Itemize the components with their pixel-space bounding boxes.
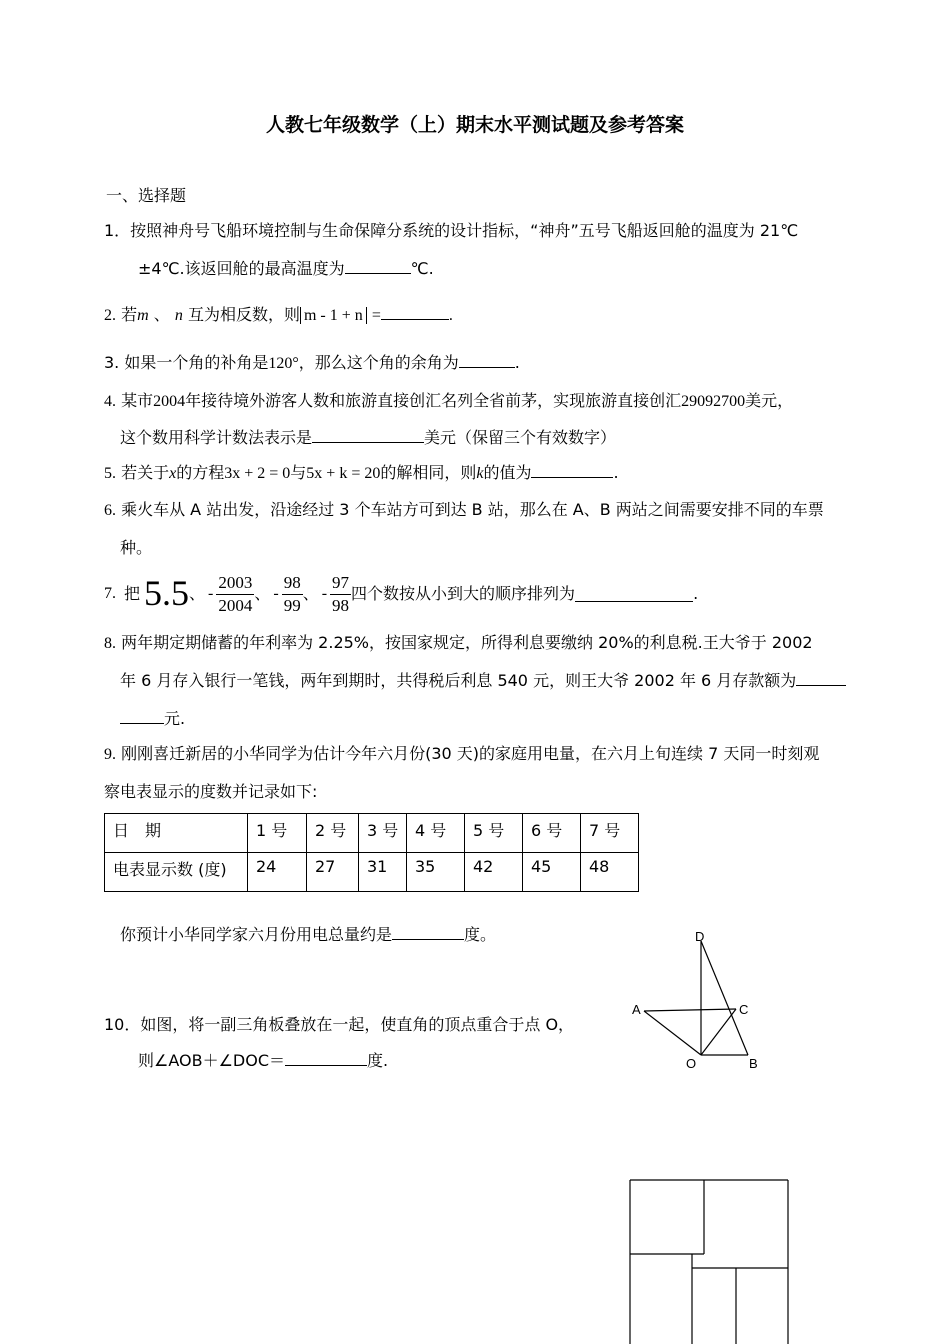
table-cell: 42 — [465, 853, 523, 892]
table-cell: 24 — [248, 853, 307, 892]
table-header-date: 日 期 — [105, 814, 248, 853]
triangle-figure — [620, 925, 770, 1075]
table-cell: 48 — [581, 853, 639, 892]
answer-blank[interactable] — [345, 259, 411, 274]
table-cell: 35 — [407, 853, 465, 892]
line-co — [701, 1009, 736, 1055]
table-cell: 4 号 — [407, 814, 465, 853]
question-8-line-1: 8. 两年期定期储蓄的年利率为 2.25%，按国家规定，所得利息要缴纳 20%的利息税.王大爷于 2002 — [104, 633, 813, 652]
fraction-2003-2004: $\frac{2003}{2004}$ — [218, 573, 253, 615]
question-9-line-2: 察电表显示的度数并记录如下: — [104, 782, 318, 801]
question-7: 7. 把 5.5 、 - $\frac{2003}{2004}$ 、 - $\frac{98}{99}$ 、 - $\frac{97}{98}$ 四个数按从小到大的顺序排列为 . — [104, 573, 699, 615]
question-5: 5. 若关于x的方程3x + 2 = 0与5x + k = 20的解相同，则k的值为 . — [104, 463, 619, 482]
rectangle-figure — [620, 1170, 800, 1344]
question-9-line-1: 9. 刚刚喜迁新居的小华同学为估计今年六月份(30 天)的家庭用电量，在六月上旬连续 7 天同一时刻观 — [104, 744, 820, 763]
label-b: B — [749, 1056, 758, 1071]
page-title: 人教七年级数学（上）期末水平测试题及参考答案 — [265, 114, 684, 136]
table-cell: 27 — [307, 853, 359, 892]
label-d: D — [695, 929, 705, 944]
answer-blank[interactable] — [392, 925, 464, 940]
table-cell: 6 号 — [523, 814, 581, 853]
question-4-line-1: 4. 某市2004年接待境外游客人数和旅游直接创汇名列全省前茅，实现旅游直接创汇29092700美元， — [104, 391, 794, 410]
question-6-line-1: 6. 乘火车从 A 站出发，沿途经过 3 个车站方可到达 B 站，那么在 A、B 两站之间需要安排不同的车票 — [104, 500, 824, 519]
line-ao — [644, 1011, 701, 1055]
question-6-line-2: 种。 — [120, 538, 153, 557]
answer-blank-continued[interactable] — [120, 709, 164, 724]
table-cell: 5 号 — [465, 814, 523, 853]
question-4-line-2: 这个数用科学计数法表示是 美元（保留三个有效数字） — [120, 428, 617, 447]
answer-blank[interactable] — [796, 671, 846, 686]
fraction-98-99: $\frac{98}{99}$ — [283, 573, 301, 615]
fraction-97-98: $\frac{97}{98}$ — [332, 573, 350, 615]
question-9-ask: 你预计小华同学家六月份用电总量约是 度。 — [120, 925, 497, 944]
table-cell: 2 号 — [307, 814, 359, 853]
question-10-line-1: 10．如图，将一副三角板叠放在一起，使直角的顶点重合于点 O， — [104, 1015, 575, 1034]
table-cell: 45 — [523, 853, 581, 892]
question-1-line-2: ±4℃.该返回舱的最高温度为 ℃. — [138, 259, 434, 278]
table-header-reading: 电表显示数 (度) — [105, 853, 248, 892]
electricity-table — [104, 813, 639, 892]
question-8-line-3: 元. — [120, 709, 185, 728]
section-heading: 一、选择题 — [106, 186, 187, 205]
answer-blank[interactable] — [531, 463, 613, 478]
label-a: A — [632, 1002, 641, 1017]
answer-blank[interactable] — [575, 587, 693, 602]
label-o: O — [686, 1056, 697, 1071]
answer-blank[interactable] — [285, 1051, 367, 1066]
question-8-line-2: 年 6 月存入银行一笔钱，两年到期时，共得税后利息 540 元，则王大爷 2002 年 6 月存款额为 — [120, 671, 846, 690]
question-2: 2. 若m 、 n 互为相反数，则 m - 1 + n = . — [104, 305, 453, 324]
answer-blank[interactable] — [459, 353, 515, 368]
number-5-5: 5.5 — [144, 573, 190, 614]
table-cell: 1 号 — [248, 814, 307, 853]
question-10-line-2: 则∠AOB＋∠DOC＝ 度. — [138, 1051, 389, 1070]
question-3: 3. 如果一个角的补角是120°，那么这个角的余角为 . — [104, 353, 520, 372]
answer-blank[interactable] — [381, 305, 449, 320]
table-cell: 7 号 — [581, 814, 639, 853]
line-ac — [644, 1009, 736, 1011]
label-c: C — [739, 1002, 749, 1017]
question-1-line-1: 1．按照神舟号飞船环境控制与生命保障分系统的设计指标，“神舟”五号飞船返回舱的温度为 21℃ — [104, 221, 799, 240]
answer-blank[interactable] — [312, 428, 424, 443]
table-row — [105, 814, 639, 853]
table-row — [105, 853, 639, 892]
line-db — [701, 941, 748, 1055]
table-cell: 31 — [359, 853, 407, 892]
table-cell: 3 号 — [359, 814, 407, 853]
absolute-value-expression: m - 1 + n — [300, 307, 367, 324]
